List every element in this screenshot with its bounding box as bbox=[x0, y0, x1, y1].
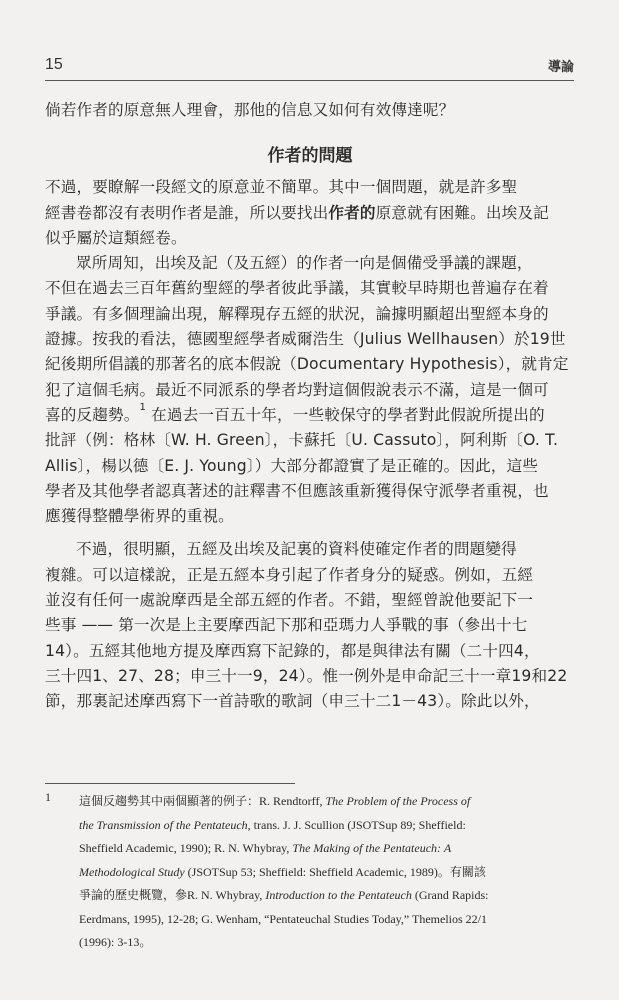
main-text bbox=[45, 98, 575, 715]
footnote-number: 1 bbox=[45, 790, 51, 804]
paragraph-line: 犯了這個毛病。最近不同派系的學者均對這個假說表示不滿，這是一個可 bbox=[45, 380, 549, 399]
paragraph-1 bbox=[45, 175, 575, 251]
paragraph-line: 複雜。可以這樣說，正是五經本身引起了作者身分的疑惑。例如，五經 bbox=[45, 565, 534, 584]
page-number: 15 bbox=[45, 56, 63, 73]
paragraph-3 bbox=[45, 537, 575, 714]
paragraph-line: 三十四1、27、28；申三十一9，24）。惟一例外是申命記三十一章19和22 bbox=[45, 666, 568, 685]
footnote-line: the Transmission of the Pentateuch, trans. J. J. Scullion (JSOTSup 89; Sheffield: bbox=[79, 817, 466, 832]
paragraph-line: 經書卷都沒有表明作者是誰，所以要找出作者的原意就有困難。出埃及記 bbox=[45, 203, 549, 222]
footnote-line: Methodological Study (JSOTSup 53; Sheffield: Sheffield Academic, 1989)。有關該 bbox=[79, 864, 486, 879]
paragraph-line: Allis〕，楊以德〔E. J. Young〕）大部分都證實了是正確的。因此，這些 bbox=[45, 456, 539, 475]
footnote-line: Eerdmans, 1995), 12-28; G. Wenham, “Pentateuchal Studies Today,” Themelios 22/1 bbox=[79, 911, 487, 926]
footnote-rule bbox=[45, 783, 295, 784]
intro-line: 倘若作者的原意無人理會，那他的信息又如何有效傳達呢？ bbox=[45, 101, 455, 119]
page-header bbox=[45, 52, 574, 80]
footnote bbox=[45, 790, 575, 955]
paragraph-line: 證據。按我的看法，德國聖經學者威爾浩生（Julius Wellhausen）於19世 bbox=[45, 330, 566, 349]
paragraph-line: 不過，要瞭解一段經文的原意並不簡單。其中一個問題，就是許多聖 bbox=[45, 178, 518, 197]
paragraph-line: 不但在過去三百年舊約聖經的學者彼此爭議，其實較早時期也普遍存在着 bbox=[45, 279, 549, 298]
paragraph-line: 喜的反趨勢。$^1$ 在過去一百五十年，一些較保守的學者對此假說所提出的 bbox=[45, 402, 545, 424]
paragraph-2 bbox=[45, 251, 575, 529]
paragraph-line: 似乎屬於這類經卷。 bbox=[45, 228, 187, 247]
section-heading: 作者的問題 bbox=[267, 146, 353, 167]
footnote-line: 這個反趨勢其中兩個顯著的例子：R. Rendtorff, The Problem of the Process of bbox=[79, 794, 471, 808]
footnote-marker[interactable]: 1 bbox=[139, 402, 146, 413]
paragraph-line: 並沒有任何一處說摩西是全部五經的作者。不錯，聖經曾說他要記下一 bbox=[45, 591, 534, 610]
header-rule bbox=[45, 80, 574, 81]
paragraph-line: 批評（例：格林〔W. H. Green〕，卡蘇托〔U. Cassuto〕，阿利斯〔O. T. bbox=[45, 431, 559, 450]
footnote-line: 爭論的歷史概覽，參R. N. Whybray, Introduction to the Pentateuch (Grand Rapids: bbox=[79, 888, 489, 902]
running-head: 導論 bbox=[547, 60, 574, 75]
paragraph-line: 學者及其他學者認真著述的註釋書不但應該重新獲得保守派學者重視，也 bbox=[45, 481, 549, 500]
footnote-line: Sheffield Academic, 1990); R. N. Whybray, The Making of the Pentateuch: A bbox=[79, 841, 452, 855]
paragraph-line: 應獲得整體學術界的重視。 bbox=[45, 507, 234, 526]
emphasis-text: 作者的 bbox=[328, 203, 376, 222]
paragraph-line: 眾所周知，出埃及記（及五經）的作者一向是個備受爭議的課題， bbox=[76, 254, 533, 273]
paragraph-line: 些事 —— 第一次是上主要摩西記下那和亞瑪力人爭戰的事（參出十七 bbox=[45, 616, 528, 635]
paragraph-line: 爭議。有多個理論出現，解釋現存五經的狀況，論據明顯超出聖經本身的 bbox=[45, 304, 549, 323]
paragraph-line: 14）。五經其他地方提及摩西寫下記錄的，都是與律法有關（二十四4， bbox=[45, 641, 540, 660]
footnote-line: (1996): 3-13。 bbox=[79, 935, 152, 949]
paragraph-line: 紀後期所倡議的那著名的底本假說（Documentary Hypothesis），就肯定 bbox=[45, 355, 569, 374]
paragraph-line: 節，那裏記述摩西寫下一首詩歌的歌詞（申三十二1－43）。除此以外， bbox=[45, 692, 540, 711]
paragraph-line: 不過，很明顯，五經及出埃及記裏的資料使確定作者的問題變得 bbox=[76, 540, 517, 559]
